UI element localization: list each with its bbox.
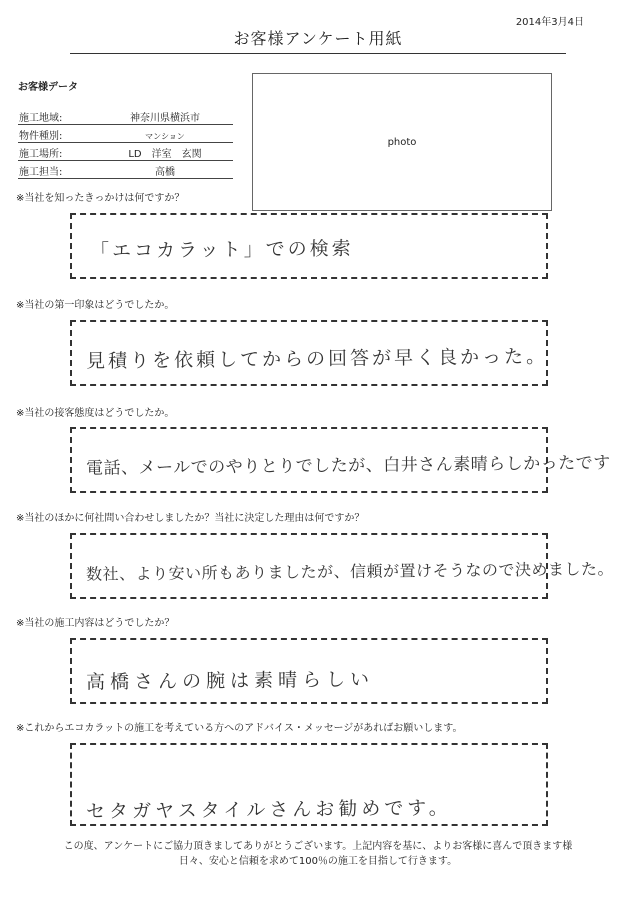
survey-date: 2014年3月4日 xyxy=(515,17,584,28)
answer-2: 見積りを依頼してからの回答が早く良かった。 xyxy=(85,345,549,373)
answer-1: 「エコカラット」での検索 xyxy=(89,237,354,263)
field-value: 神奈川県横浜市 xyxy=(130,113,200,124)
field-property-type xyxy=(18,125,233,143)
answer-6: セタガヤスタイルさんお勧めです。 xyxy=(85,797,452,823)
answer-4: 数社、より安い所もありましたが、信頼が置けそうなので決めました。 xyxy=(85,559,615,584)
question-3: ※当社の接客態度はどうでしたか。 xyxy=(16,408,175,419)
answer-box-1 xyxy=(70,213,548,279)
customer-data-heading: お客様データ xyxy=(18,82,78,93)
answer-box-5 xyxy=(70,638,548,704)
field-value: LD 洋室 玄関 xyxy=(128,149,202,160)
question-6: ※これからエコカラットの施工を考えている方へのアドバイス・メッセージがあればお願いします。 xyxy=(16,723,463,734)
field-label: 施工地域: xyxy=(19,113,63,124)
field-label: 施工担当: xyxy=(19,167,63,178)
answer-box-3 xyxy=(70,427,611,493)
answer-5: 高橋さんの腕は素晴らしい xyxy=(85,668,375,694)
question-5: ※当社の施工内容はどうでしたか？ xyxy=(16,618,175,629)
field-label: 施工場所: xyxy=(19,149,63,160)
answer-box-4 xyxy=(70,533,615,599)
field-value: 高橋 xyxy=(155,167,175,178)
question-1: ※当社を知ったきっかけは何ですか？ xyxy=(16,193,185,204)
question-4: ※当社のほかに何社問い合わせしましたか？当社に決定した理由は何ですか？ xyxy=(16,513,365,524)
photo-box xyxy=(252,73,552,211)
customer-fields xyxy=(18,107,233,179)
footer-line: この度、アンケートにご協力頂きましてありがとうございます。上記内容を基に、よりお客様に喜んで頂きます様 xyxy=(63,841,573,852)
page-title: お客様アンケート用紙 xyxy=(70,26,566,54)
question-2: ※当社の第一印象はどうでしたか。 xyxy=(16,300,175,311)
photo-label: photo xyxy=(387,136,417,148)
answer-box-2 xyxy=(70,320,548,386)
footer-line: 日々、安心と信頼を求めて100％の施工を目指して行きます。 xyxy=(178,856,458,867)
answer-3: 電話、メールでのやりとりでしたが、白井さん素晴らしかったです xyxy=(85,453,611,479)
field-staff xyxy=(18,161,233,179)
answer-box-6 xyxy=(70,743,548,826)
field-label: 物件種別: xyxy=(19,131,63,142)
field-area xyxy=(18,107,233,125)
footer-message xyxy=(0,839,636,869)
field-value: マンション xyxy=(145,132,185,141)
field-location xyxy=(18,143,233,161)
